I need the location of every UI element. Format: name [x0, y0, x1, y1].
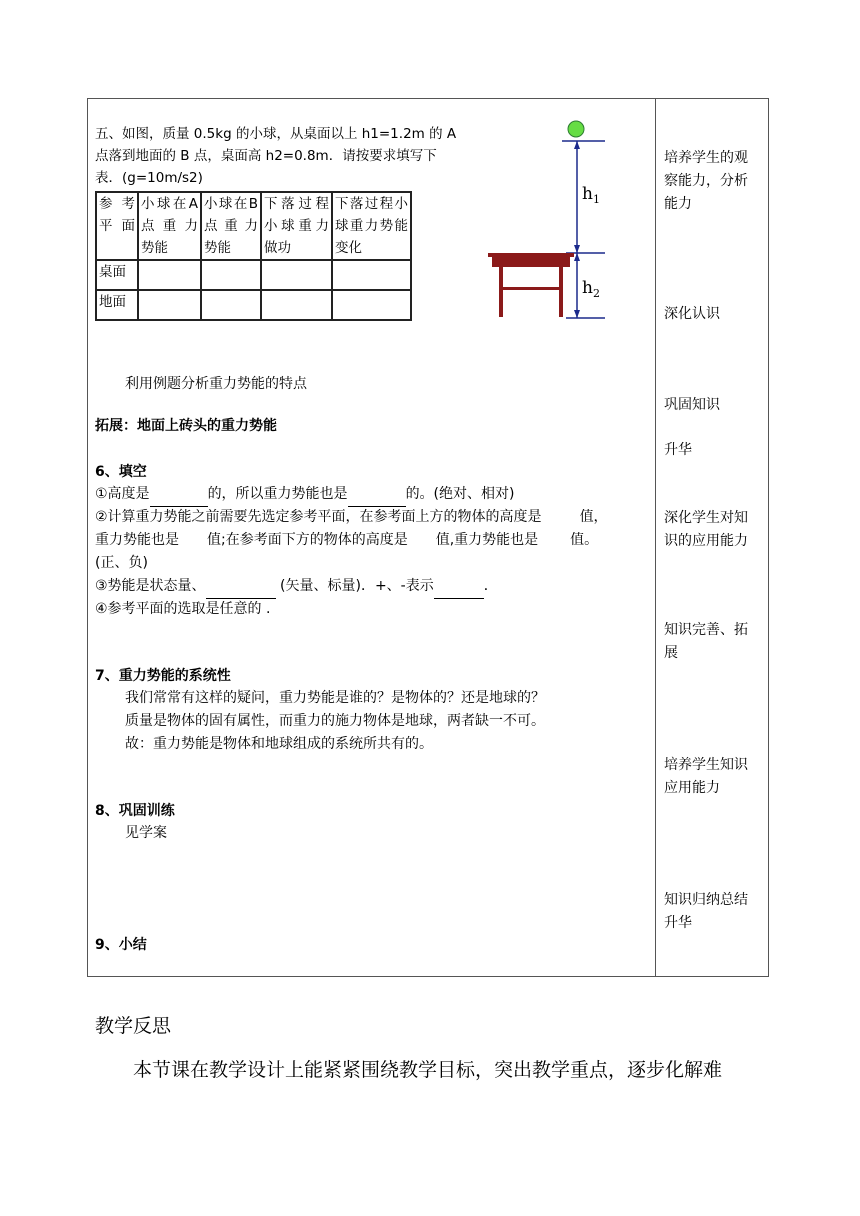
- h2-label: $h_2$: [582, 278, 600, 300]
- section5-line2: 点落到地面的 B 点，桌面高 h2=0.8m．请按要求填写下: [95, 148, 437, 164]
- blank-field[interactable]: [150, 483, 208, 507]
- system-line-2: 质量是物体的固有属性，而重力的施力物体是地球，两者缺一不可。: [125, 713, 545, 729]
- fill-item-3: ③势能是状态量、 (矢量、标量)．+、-表示 ．: [95, 575, 498, 599]
- fill-item-2a: ②计算重力势能之前需要先选定参考平面，在参考面上方的物体的高度是 值，: [95, 509, 608, 525]
- fill-title: 6、填空: [95, 464, 147, 480]
- table-row: [96, 290, 411, 320]
- note-application: 深化学生对知 识的应用能力: [664, 510, 748, 549]
- desk-top: [488, 253, 574, 257]
- table-row: [96, 260, 411, 290]
- note-consolidate: 巩固知识: [664, 397, 720, 413]
- note-knowledge-apply: 培养学生知识 应用能力: [664, 757, 748, 796]
- row-label-ground: 地面: [96, 290, 138, 320]
- summary-title: 9、小结: [95, 937, 147, 953]
- desk-apron: [492, 257, 570, 267]
- system-title: 7、重力势能的系统性: [95, 668, 231, 684]
- lesson-table: [87, 98, 769, 977]
- note-observation: 培养学生的观 察能力，分析 能力: [664, 150, 748, 212]
- falling-ball-figure: [486, 117, 616, 327]
- fill-item-2c: (正、负): [95, 555, 148, 571]
- system-line-1: 我们常常有这样的疑问，重力势能是谁的？是物体的？还是地球的？: [125, 690, 545, 706]
- arrow-up-icon: [574, 141, 580, 149]
- table-cell[interactable]: [138, 290, 201, 320]
- h1-label: $h_1$: [582, 184, 600, 206]
- extend-text: 拓展：地面上砖头的重力势能: [95, 418, 277, 434]
- analysis-text: 利用例题分析重力势能的特点: [125, 376, 307, 392]
- column-divider: [655, 99, 656, 976]
- header-reference-plane: 参考 平面: [96, 192, 138, 260]
- training-body: 见学案: [125, 825, 167, 841]
- table-cell[interactable]: [261, 260, 332, 290]
- arrow-down-icon: [574, 310, 580, 318]
- table-cell[interactable]: [201, 290, 261, 320]
- row-label-desk: 桌面: [96, 260, 138, 290]
- fill-item-1: ①高度是 的，所以重力势能也是 的。(绝对、相对): [95, 483, 515, 507]
- blank-field[interactable]: [348, 483, 406, 507]
- desk-leg: [559, 267, 563, 317]
- fill-item-4: ④参考平面的选取是任意的 .: [95, 601, 271, 617]
- system-line-3: 故：重力势能是物体和地球组成的系统所共有的。: [125, 736, 433, 752]
- header-work: 下落过程 小球重力 做功: [261, 192, 332, 260]
- energy-table: [95, 191, 412, 321]
- blank-field[interactable]: [434, 575, 484, 599]
- blank-field[interactable]: [206, 575, 276, 599]
- reflection-title: 教学反思: [95, 1015, 172, 1037]
- table-cell[interactable]: [332, 260, 411, 290]
- section5-line3: 表．(g=10m/s2): [95, 170, 203, 186]
- section5-line1: 五、如图，质量 0.5kg 的小球，从桌面以上 h1=1.2m 的 A: [95, 126, 457, 142]
- header-energy-b: 小球在B 点 重 力 势能: [201, 192, 261, 260]
- header-energy-a: 小球在A 点 重 力 势能: [138, 192, 201, 260]
- header-energy-change: 下落过程小 球重力势能 变化: [332, 192, 411, 260]
- note-extend: 知识完善、拓 展: [664, 622, 748, 661]
- note-deepen: 深化认识: [664, 306, 720, 322]
- arrow-down-icon: [574, 245, 580, 253]
- ball-icon: [568, 121, 584, 137]
- table-header-row: [96, 192, 411, 260]
- note-sublimate: 升华: [664, 442, 692, 458]
- arrow-up-icon: [574, 253, 580, 261]
- reflection-body: 本节课在教学设计上能紧紧围绕教学目标，突出教学重点，逐步化解难: [133, 1059, 723, 1081]
- note-summary: 知识归纳总结 升华: [664, 892, 748, 931]
- table-cell[interactable]: [332, 290, 411, 320]
- table-cell[interactable]: [138, 260, 201, 290]
- table-cell[interactable]: [201, 260, 261, 290]
- fill-item-2b: 重力势能也是 值;在参考面下方的物体的高度是 值,重力势能也是 值。: [95, 532, 599, 548]
- desk-leg: [499, 267, 503, 317]
- training-title: 8、巩固训练: [95, 803, 175, 819]
- desk-crossbar: [502, 287, 560, 290]
- table-cell[interactable]: [261, 290, 332, 320]
